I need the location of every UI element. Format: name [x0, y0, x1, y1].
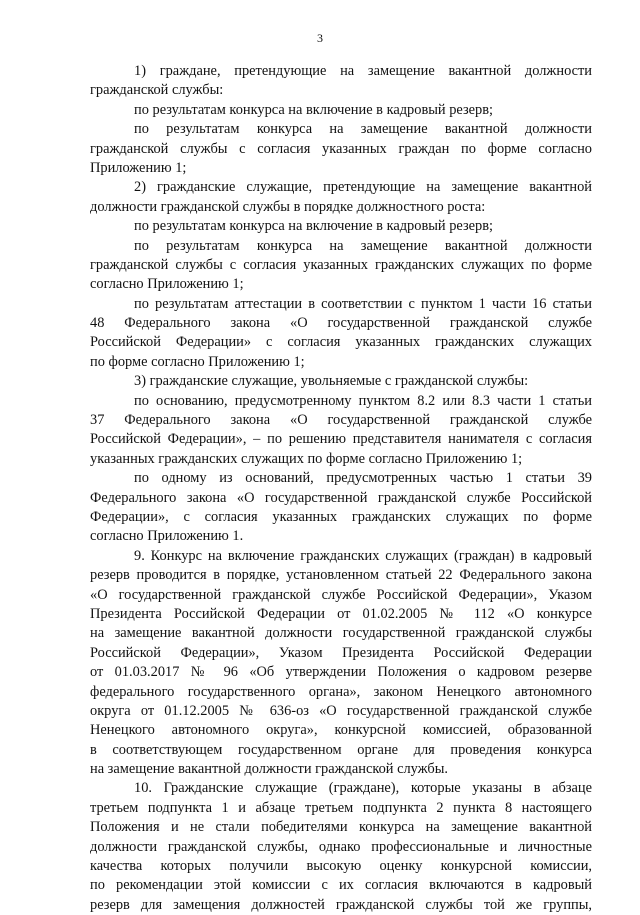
text-line: Президента Российской Федерации от 01.02.2005 № 112 «О конкурсе	[90, 605, 592, 622]
text-line: Федерального закона «О государственной гражданской службе Российской	[90, 489, 592, 506]
text-line: третьем подпункта 1 и абзаце третьем подпункта 2 пункта 8 настоящего	[90, 799, 592, 816]
text-line: гражданской службы с согласия указанных гражданских служащих по форме	[90, 256, 592, 273]
text-line: резерв для замещения должностей гражданской службы той же группы,	[90, 896, 592, 913]
text-line: должности гражданской службы в порядке должностного роста:	[90, 198, 486, 215]
text-line: согласно Приложению 1.	[90, 528, 244, 545]
text-line: гражданской службы с согласия указанных граждан по форме согласно	[90, 140, 592, 157]
text-line: 1) граждане, претендующие на замещение вакантной должности	[134, 63, 592, 79]
text-line: на замещение вакантной должности государственной гражданской службы	[90, 625, 592, 642]
text-line: в соответствующем государственном органе для проведения конкурса	[90, 741, 592, 758]
text-line: Российской Федерации» с согласия указанных гражданских служащих	[90, 334, 592, 351]
text-line: по результатам конкурса на замещение вакантной должности	[134, 237, 592, 254]
text-line: указанных гражданских служащих по форме согласно Приложению 1;	[90, 450, 523, 467]
text-line: качества которых получили высокую оценку конкурсной комиссии,	[90, 858, 592, 875]
text-line: Российской Федерации», Указом Президента Российской Федерации	[90, 644, 592, 661]
text-line: округа от 01.12.2005 № 636-оз «О государственной гражданской службе	[90, 702, 592, 719]
text-line: «О государственной гражданской службе Российской Федерации», Указом	[90, 586, 592, 603]
text-line: по результатам аттестации в соответствии с пунктом 1 части 16 статьи	[134, 295, 592, 312]
text-line: по основанию, предусмотренному пунктом 8.2 или 8.3 части 1 статьи	[134, 392, 592, 409]
text-line: Российской Федерации», – по решению представителя нанимателя с согласия	[90, 431, 592, 448]
text-line: Положения и не стали победителями конкурса на замещение вакантной	[90, 819, 592, 836]
text-line: по результатам конкурса на замещение вакантной должности	[134, 121, 592, 138]
page-number: 3	[317, 31, 323, 45]
text-line: согласно Приложению 1;	[90, 276, 244, 293]
text-line: 3) гражданские служащие, увольняемые с гражданской службы:	[134, 373, 529, 390]
text-line: по одному из оснований, предусмотренных частью 1 статьи 39	[134, 470, 592, 487]
text-line: 2) гражданские служащие, претендующие на замещение вакантной	[134, 179, 592, 196]
text-line: резерв проводится в порядке, установленном статьей 22 Федерального закона	[90, 567, 592, 584]
text-line: Приложению 1;	[90, 159, 187, 176]
text-line: должности гражданской службы, однако профессиональные и личностные	[90, 838, 592, 855]
text-line: по рекомендации этой комиссии с их согласия включаются в кадровый	[90, 877, 592, 894]
document-body	[90, 62, 592, 915]
text-line: Федерации», с согласия указанных гражданских служащих по форме	[90, 508, 592, 525]
text-line: по результатам конкурса на включение в кадровый резерв;	[134, 218, 494, 235]
text-line: по результатам конкурса на включение в кадровый резерв;	[134, 101, 494, 118]
text-line: по форме согласно Приложению 1;	[90, 353, 305, 370]
text-line: 48 Федерального закона «О государственной гражданской службе	[90, 315, 592, 332]
text-line: 9. Конкурс на включение гражданских служащих (граждан) в кадровый	[134, 547, 592, 564]
text-line: федерального государственного органа», законом Ненецкого автономного	[90, 683, 592, 700]
text-line: Ненецкого автономного округа», конкурсной комиссией, образованной	[90, 722, 592, 739]
text-line: 10. Гражданские служащие (граждане), которые указаны в абзаце	[134, 780, 592, 797]
text-line: на замещение вакантной должности гражданской службы.	[90, 761, 449, 778]
text-line: гражданской службы:	[90, 82, 224, 99]
text-line: от 01.03.2017 № 96 «Об утверждении Положения о кадровом резерве	[90, 664, 592, 681]
text-line: 37 Федерального закона «О государственной гражданской службе	[90, 412, 592, 429]
